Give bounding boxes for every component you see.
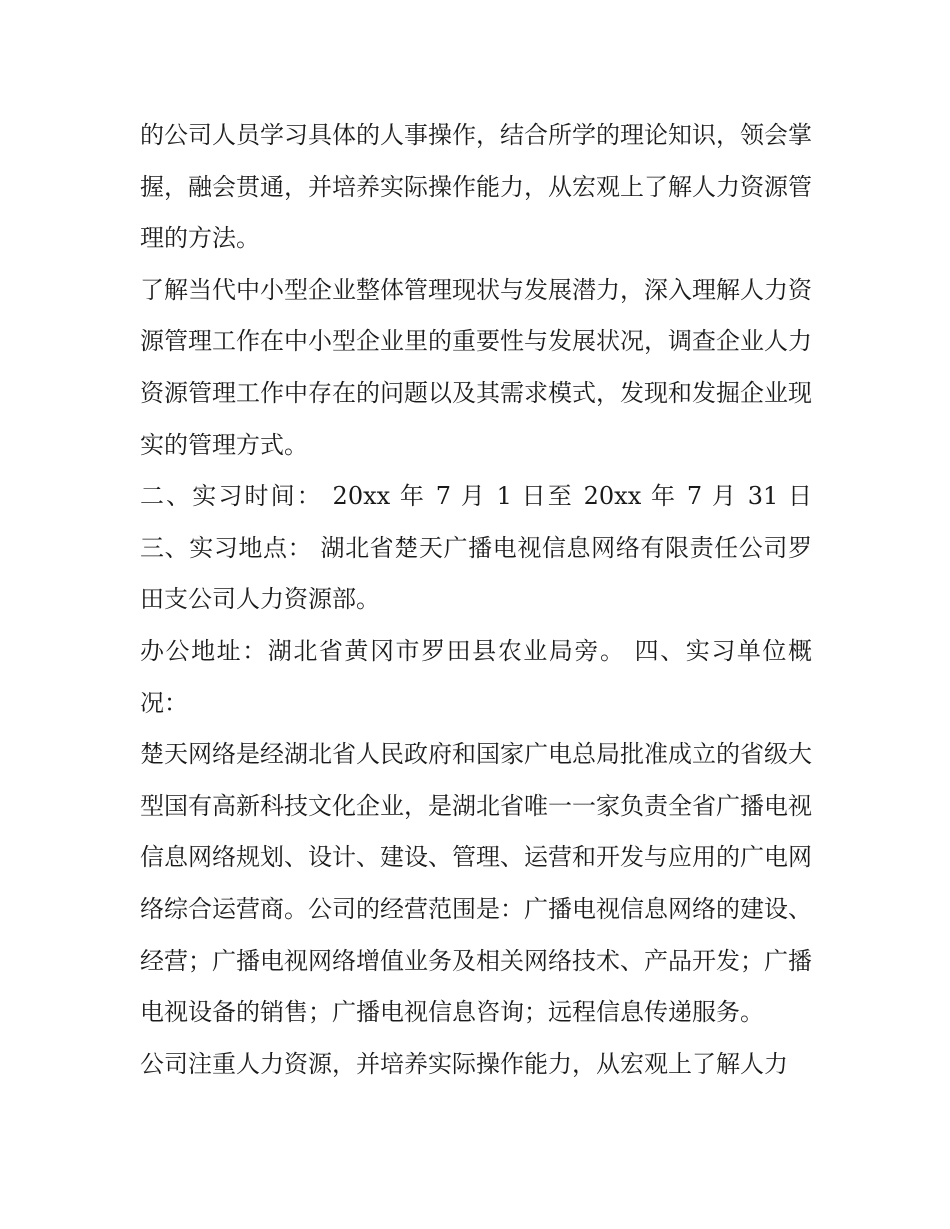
paragraph-company-hr: 公司注重人力资源，并培养实际操作能力，从宏观上了解人力: [140, 1049, 788, 1078]
paragraph-office-address: 办公地址：湖北省黄冈市罗田县农业局旁。 四、实习单位概况：: [140, 636, 812, 717]
paragraph-internship-time-location: 二、实习时间： 20xx 年 7 月 1 日至 20xx 年 7 月 31 日 三、实习地点： 湖北省楚天广播电视信息网络有限责任公司罗田支公司人力资源部。: [140, 482, 812, 614]
paragraph-company-overview: 楚天网络是经湖北省人民政府和国家广电总局批准成立的省级大型国有高新科技文化企业，是湖北省唯一一家负责全省广播电视信息网络规划、设计、建设、管理、运营和开发与应用的广电网络综合运营商。公司的经营范围是：广播电视信息网络的建设、经营；广播电视网络增值业务及相关网络技术、产品开发；广播电视设备的销售；广播电视信息咨询；远程信息传递服务。: [140, 740, 812, 1027]
paragraph-hr-practice: 的公司人员学习具体的人事操作，结合所学的理论知识，领会掌握，融会贯通，并培养实际操作能力，从宏观上了解人力资源管理的方法。: [140, 121, 812, 253]
document-body: [140, 110, 812, 1090]
paragraph-enterprise-management: 了解当代中小型企业整体管理现状与发展潜力，深入理解人力资源管理工作在中小型企业里的重要性与发展状况，调查企业人力资源管理工作中存在的问题以及其需求模式，发现和发掘企业现实的管理方式。: [140, 275, 812, 459]
